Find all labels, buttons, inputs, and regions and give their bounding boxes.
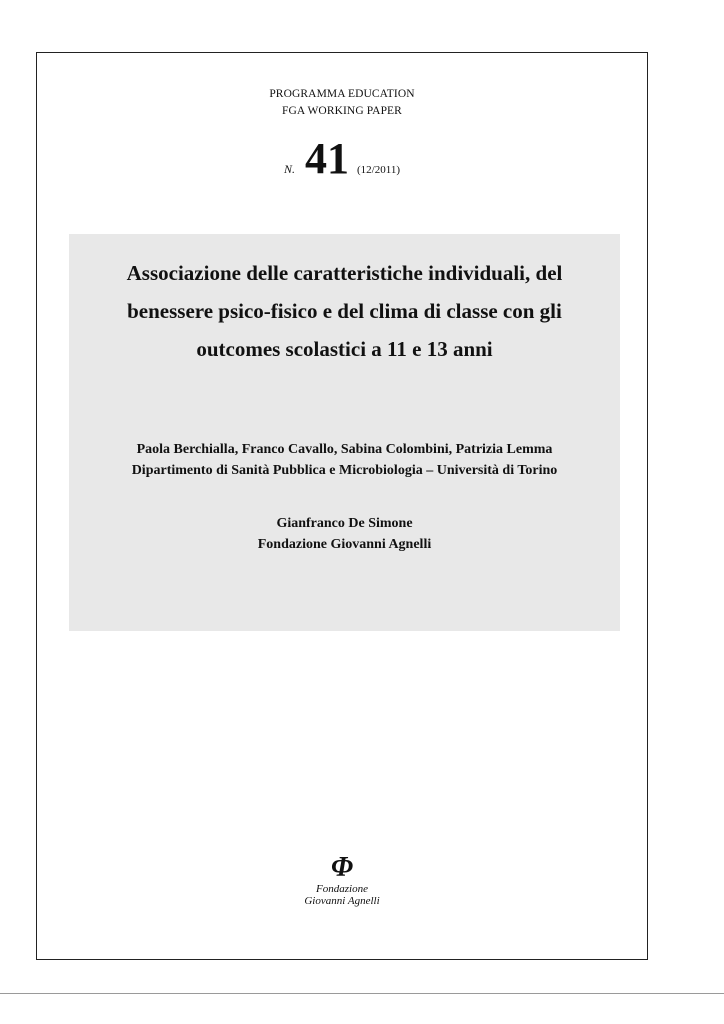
author-affiliation-2: Fondazione Giovanni Agnelli [257,537,432,552]
issue-number: 41 [305,134,350,183]
issue-date: (12/2011) [357,164,400,176]
bottom-divider [0,993,724,994]
foundation-logo [37,853,647,907]
logo-text-line-2: Giovanni Agnelli [304,895,380,907]
title-line-3: outcomes scolastici a 11 e 13 anni [196,337,493,361]
author-names-1: Paola Berchialla, Franco Cavallo, Sabina Colombini, Patrizia Lemma [136,442,553,457]
cover-page-frame [36,52,648,960]
author-names-2: Gianfranco De Simone [276,516,413,531]
logo-text-line-1: Fondazione [316,883,368,895]
title-line-2: benessere psico-fisico e del clima di classe con gli [127,299,562,323]
series-paper-label: FGA WORKING PAPER [282,105,402,117]
authors-group-1 [69,439,620,481]
series-program-label: PROGRAMMA EDUCATION [269,88,415,100]
issue-row [37,135,647,183]
authors-group-2 [69,513,620,555]
issue-prefix: N. [284,162,296,176]
title-line-1: Associazione delle caratteristiche individuali, del [126,261,563,285]
author-affiliation-1: Dipartimento di Sanità Pubblica e Microbiologia – Università di Torino [131,463,558,478]
phi-logo-icon: Φ [330,852,354,883]
title-panel [69,234,620,631]
paper-title [89,254,600,368]
